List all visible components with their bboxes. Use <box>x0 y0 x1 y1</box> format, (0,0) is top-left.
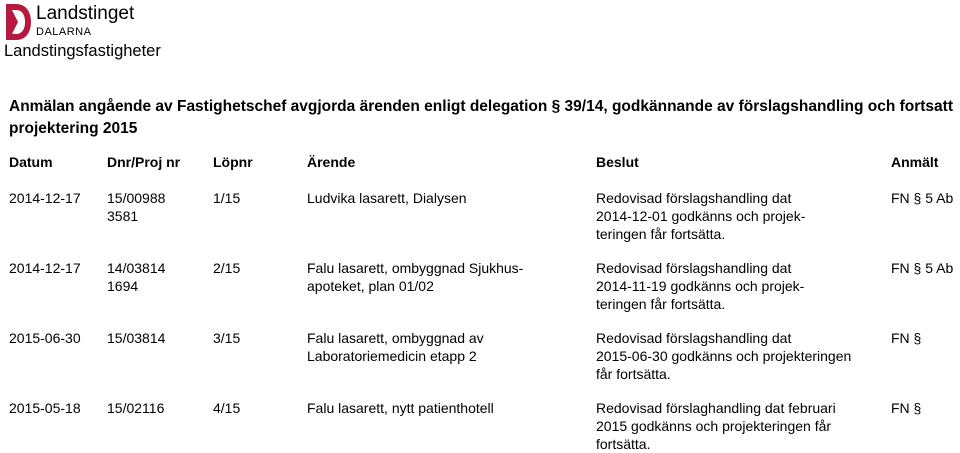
cell-anmalt: FN § <box>891 400 922 416</box>
cell-datum: 2014-12-17 <box>9 260 81 276</box>
cell-dnr: 15/03814 <box>107 330 166 346</box>
cell-datum: 2014-12-17 <box>9 190 81 206</box>
cell-lopnr: 4/15 <box>213 400 241 416</box>
cell-anmalt: FN § 5 Ab <box>891 190 954 206</box>
logo-region: DALARNA <box>36 26 92 38</box>
column-header-dnr: Dnr/Proj nr <box>107 154 181 170</box>
cell-arende: Falu lasarett, ombyggnad av Laboratoriemedicin etapp 2 <box>307 330 484 364</box>
cell-dnr: 14/03814 1694 <box>107 260 166 294</box>
cell-beslut: Redovisad förslagshandling dat 2014-12-01 godkänns och projek- teringen får fortsätta. <box>596 190 806 242</box>
cell-arende: Falu lasarett, ombyggnad Sjukhus- apoteket, plan 01/02 <box>307 260 524 294</box>
cell-beslut: Redovisad förslagshandling dat 2015-06-30 godkänns och projekteringen får fortsätta. <box>596 330 852 382</box>
organization-logo <box>2 2 202 62</box>
cell-lopnr: 3/15 <box>213 330 241 346</box>
column-header-beslut: Beslut <box>596 154 639 170</box>
cell-anmalt: FN § <box>891 330 922 346</box>
cell-lopnr: 1/15 <box>213 190 241 206</box>
logo-subtitle: Landstingsfastigheter <box>4 42 161 60</box>
cell-dnr: 15/02116 <box>107 400 165 416</box>
column-header-arende: Ärende <box>307 154 356 170</box>
cell-arende: Falu lasarett, nytt patienthotell <box>307 400 494 416</box>
column-header-anmalt: Anmält <box>891 154 939 170</box>
column-header-lopnr: Löpnr <box>213 154 253 170</box>
cell-arende: Ludvika lasarett, Dialysen <box>307 190 467 206</box>
cell-lopnr: 2/15 <box>213 260 241 276</box>
cell-beslut: Redovisad förslaghandling dat februari 2015 godkänns och projekteringen får fortsätta. <box>596 400 836 452</box>
document-title: Anmälan angående av Fastighetschef avgjorda ärenden enligt delegation § 39/14, godkännande av förslagshandling och fortsatt projektering 2015 <box>9 98 953 137</box>
cell-anmalt: FN § 5 Ab <box>891 260 954 276</box>
cell-beslut: Redovisad förslagshandling dat 2014-11-19 godkänns och projek- teringen får fortsätta. <box>596 260 805 312</box>
landstinget-logo-icon <box>4 2 32 42</box>
column-header-datum: Datum <box>9 154 53 170</box>
cell-datum: 2015-06-30 <box>9 330 81 346</box>
cell-dnr: 15/00988 3581 <box>107 190 166 224</box>
logo-name: Landstinget <box>36 3 135 24</box>
cell-datum: 2015-05-18 <box>9 400 81 416</box>
